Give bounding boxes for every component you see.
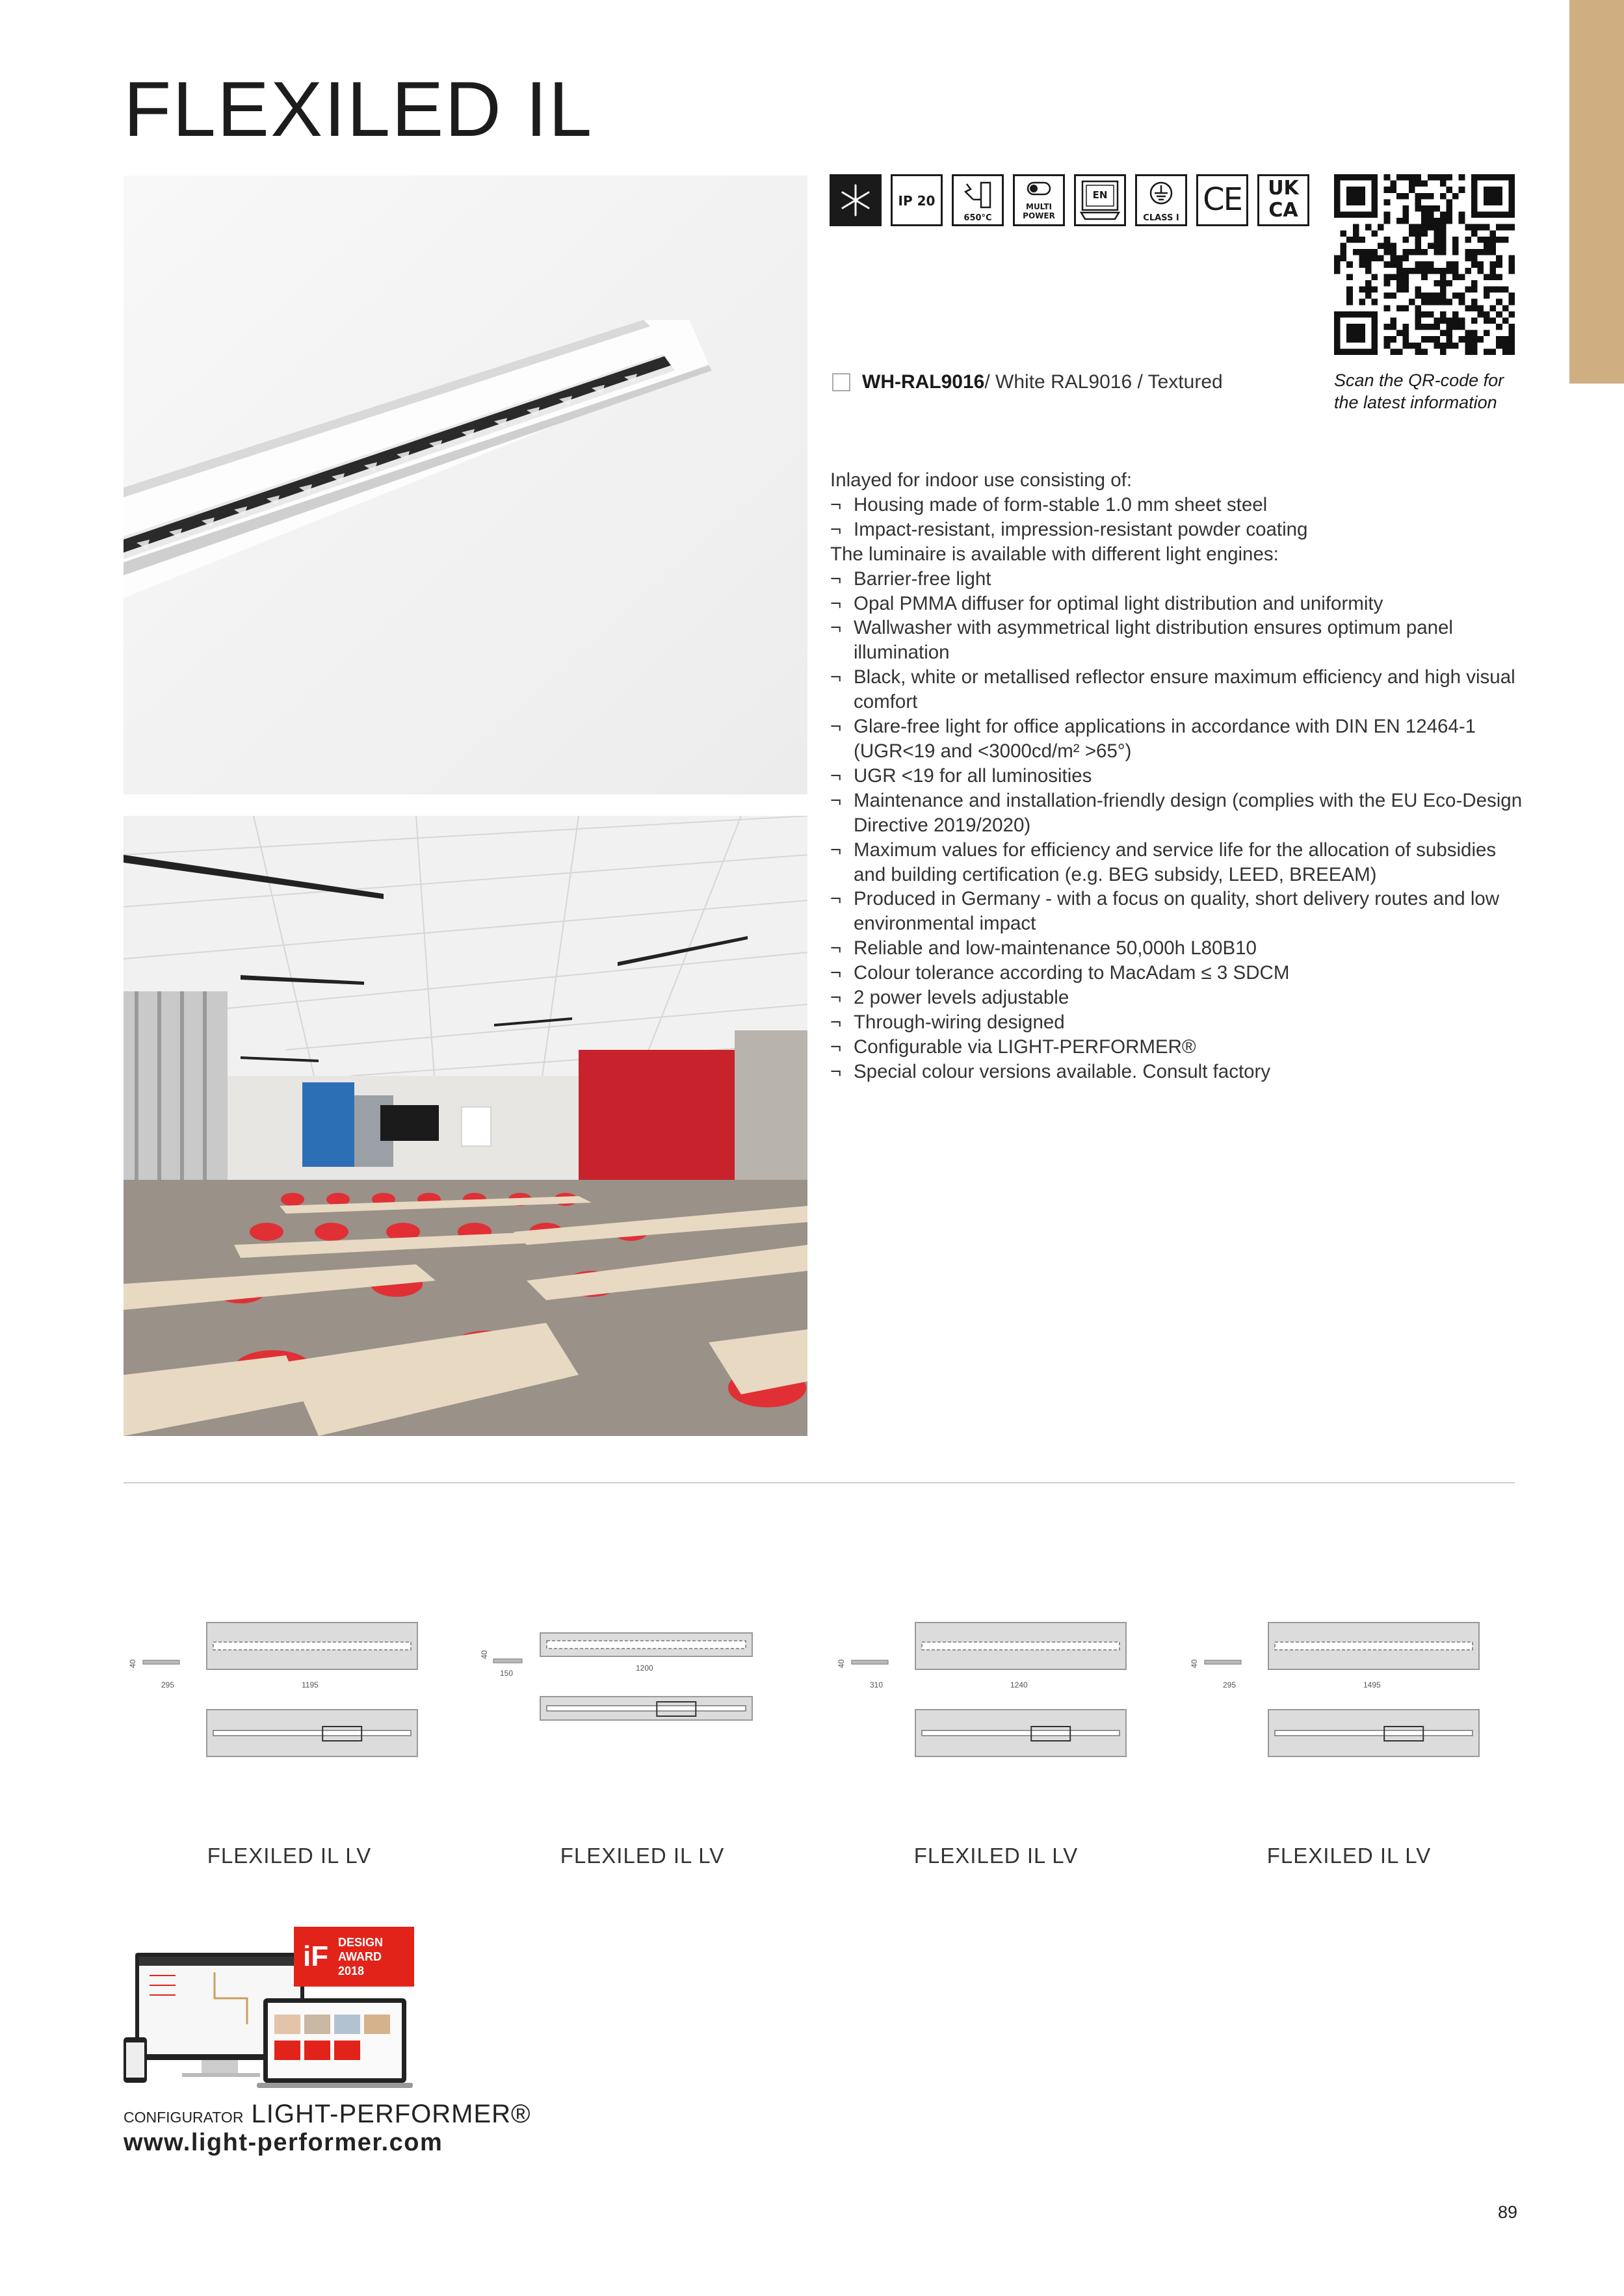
bullet-text: Black, white or metallised reflector ensure maximum efficiency and high visual comfort bbox=[854, 666, 1515, 713]
page-number: 89 bbox=[1497, 2202, 1517, 2222]
description-bullet bbox=[830, 1010, 1526, 1035]
side-profile bbox=[852, 1660, 888, 1664]
product-name: FLEXILED IL LV bbox=[560, 1844, 725, 1868]
bullet-mark: ¬ bbox=[830, 716, 842, 738]
bullet-text: Through-wiring designed bbox=[854, 1011, 1065, 1033]
driver-rail bbox=[213, 1730, 411, 1736]
finish-swatch[interactable] bbox=[832, 373, 850, 391]
dim-width: 310 bbox=[870, 1680, 884, 1689]
chapter-tab bbox=[1569, 0, 1624, 384]
page-title: FLEXILED IL bbox=[124, 66, 594, 153]
award-line-2: AWARD bbox=[338, 1950, 382, 1963]
product-name: FLEXILED IL LV bbox=[207, 1844, 372, 1868]
bullet-text: Maximum values for efficiency and service life for the allocation of subsidies and building certification (e.g. BEG subsidy, LEED, BREEAM) bbox=[854, 839, 1497, 885]
description-bullet bbox=[830, 714, 1526, 764]
description-bullet bbox=[830, 961, 1526, 985]
multi-power-icon: MULTI POWER bbox=[1013, 174, 1065, 226]
dim-height: 40 bbox=[837, 1659, 846, 1668]
product-photo bbox=[124, 176, 807, 794]
reflector-strip bbox=[922, 1642, 1120, 1650]
award-line-1: DESIGN bbox=[338, 1936, 384, 1949]
description-bullet bbox=[830, 1035, 1526, 1060]
dim-height: 40 bbox=[480, 1650, 489, 1659]
description-text: The luminaire is available with different light engines: bbox=[830, 543, 1279, 565]
bullet-text: Impact-resistant, impression-resistant powder coating bbox=[854, 518, 1308, 540]
bullet-mark: ¬ bbox=[830, 789, 842, 811]
ce-mark-icon: CE bbox=[1196, 174, 1248, 226]
description-bullet bbox=[830, 936, 1526, 961]
side-profile bbox=[143, 1660, 179, 1664]
driver-rail bbox=[922, 1730, 1120, 1736]
section-divider bbox=[124, 1482, 1515, 1483]
bullet-mark: ¬ bbox=[830, 518, 842, 540]
bullet-text: Special colour versions available. Consult factory bbox=[854, 1060, 1271, 1082]
dim-length: 1195 bbox=[302, 1680, 319, 1689]
description-bullet bbox=[830, 887, 1526, 936]
configurator-prefix: CONFIGURATOR bbox=[124, 2109, 244, 2126]
product-name: FLEXILED IL LV bbox=[1266, 1844, 1432, 1868]
description-bullet bbox=[830, 985, 1526, 1010]
description-text: Inlayed for indoor use consisting of: bbox=[830, 469, 1133, 491]
product-drawing bbox=[832, 1619, 1131, 1768]
product-drawing bbox=[124, 1619, 423, 1768]
bullet-mark: ¬ bbox=[830, 1011, 842, 1033]
qr-caption: Scan the QR-code for the latest information bbox=[1334, 371, 1504, 412]
ukca-mark-icon: UK CA bbox=[1257, 174, 1309, 226]
bullet-mark: ¬ bbox=[830, 1060, 842, 1082]
configurator-label bbox=[124, 2100, 531, 2129]
light-source-icon bbox=[830, 174, 882, 226]
bullet-mark: ¬ bbox=[830, 764, 842, 787]
award-logo: iF bbox=[303, 1940, 329, 1972]
bullet-mark: ¬ bbox=[830, 592, 842, 614]
bullet-text: Glare-free light for office applications in accordance with DIN EN 12464-1 (UGR<19 and <3000cd/m² >65°) bbox=[854, 716, 1476, 762]
classroom-photo bbox=[124, 816, 807, 1436]
bullet-mark: ¬ bbox=[830, 937, 842, 959]
bullet-mark: ¬ bbox=[830, 617, 842, 639]
finish-description: / White RAL9016 / Textured bbox=[984, 371, 1223, 393]
description-bullet bbox=[830, 592, 1526, 616]
bullet-text: Configurable via LIGHT-PERFORMER® bbox=[854, 1036, 1196, 1058]
en-standard-icon: EN bbox=[1074, 174, 1126, 226]
finish-option[interactable] bbox=[832, 371, 1223, 393]
description-bullet bbox=[830, 616, 1526, 665]
description-bullet bbox=[830, 789, 1526, 838]
dim-width: 295 bbox=[1223, 1680, 1237, 1689]
bullet-mark: ¬ bbox=[830, 962, 842, 984]
reflector-strip bbox=[547, 1641, 746, 1649]
bullet-text: Housing made of form-stable 1.0 mm sheet steel bbox=[854, 493, 1268, 515]
bullet-mark: ¬ bbox=[830, 839, 842, 861]
description-bullet bbox=[830, 665, 1526, 714]
bullet-mark: ¬ bbox=[830, 888, 842, 910]
finish-code: WH-RAL9016 bbox=[862, 371, 985, 393]
dim-length: 1495 bbox=[1363, 1680, 1381, 1689]
bullet-text: 2 power levels adjustable bbox=[854, 987, 1069, 1009]
dim-width: 150 bbox=[500, 1669, 514, 1678]
configurator-url[interactable]: www.light-performer.com bbox=[124, 2129, 443, 2156]
configurator-devices-image bbox=[124, 1927, 423, 2091]
dim-length: 1200 bbox=[636, 1663, 653, 1673]
qr-code[interactable] bbox=[1334, 174, 1515, 355]
driver-rail bbox=[1275, 1730, 1473, 1736]
bullet-mark: ¬ bbox=[830, 666, 842, 688]
description-bullet bbox=[830, 493, 1526, 517]
product-name: FLEXILED IL LV bbox=[913, 1844, 1079, 1868]
bullet-text: Opal PMMA diffuser for optimal light distribution and uniformity bbox=[854, 592, 1383, 614]
description-bullet bbox=[830, 1060, 1526, 1084]
bullet-text: Barrier-free light bbox=[854, 567, 991, 590]
bullet-text: Maintenance and installation-friendly design (complies with the EU Eco-Design Directive 2019/2020) bbox=[854, 789, 1523, 836]
protection-class-icon: CLASS I bbox=[1135, 174, 1187, 226]
dim-length: 1240 bbox=[1010, 1680, 1028, 1689]
description-bullet bbox=[830, 567, 1526, 592]
product-drawing bbox=[478, 1619, 777, 1768]
description-bullet bbox=[830, 764, 1526, 789]
bullet-text: UGR <19 for all luminosities bbox=[854, 764, 1092, 787]
bullet-text: Colour tolerance according to MacAdam ≤ 3 SDCM bbox=[854, 962, 1290, 984]
bullet-mark: ¬ bbox=[830, 493, 842, 515]
configurator-brand: LIGHT-PERFORMER® bbox=[243, 2100, 531, 2128]
glow-wire-650-icon: 650°C bbox=[952, 174, 1004, 226]
dim-height: 40 bbox=[128, 1659, 137, 1668]
bullet-mark: ¬ bbox=[830, 567, 842, 590]
bullet-text: Wallwasher with asymmetrical light distribution ensures optimum panel illumination bbox=[854, 617, 1453, 664]
product-drawing bbox=[1185, 1619, 1484, 1768]
award-line-3: 2018 bbox=[338, 1964, 365, 1977]
side-profile bbox=[493, 1659, 522, 1663]
description-bullet bbox=[830, 838, 1526, 887]
dim-width: 295 bbox=[161, 1680, 175, 1689]
ip20-icon: IP 20 bbox=[891, 174, 943, 226]
description-bullet bbox=[830, 517, 1526, 542]
product-description bbox=[830, 468, 1526, 1084]
bullet-mark: ¬ bbox=[830, 1036, 842, 1058]
driver-rail bbox=[547, 1706, 746, 1711]
bullet-text: Reliable and low-maintenance 50,000h L80B10 bbox=[854, 937, 1257, 959]
side-profile bbox=[1205, 1660, 1241, 1664]
dim-height: 40 bbox=[1190, 1659, 1199, 1668]
bullet-mark: ¬ bbox=[830, 987, 842, 1009]
bullet-text: Produced in Germany - with a focus on quality, short delivery routes and low environmental impact bbox=[854, 888, 1500, 935]
reflector-strip bbox=[1275, 1642, 1473, 1650]
reflector-strip bbox=[213, 1642, 411, 1650]
